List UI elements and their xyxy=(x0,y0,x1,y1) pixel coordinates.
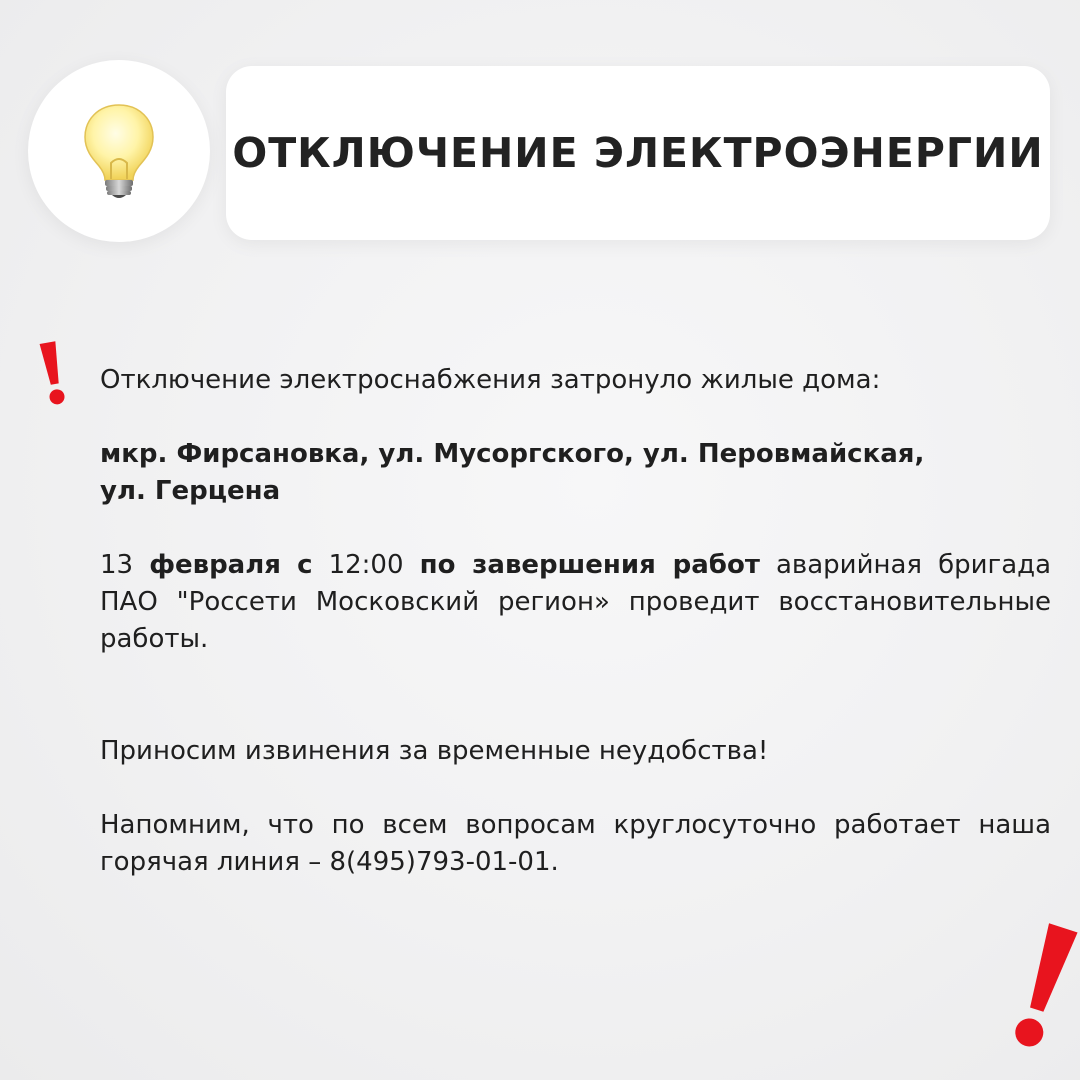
schedule-time: 12:00 xyxy=(328,550,404,580)
lightbulb-icon xyxy=(79,101,159,201)
exclamation-icon xyxy=(34,338,74,410)
apology-text: Приносим извинения за временные неудобства! xyxy=(100,736,769,766)
icon-badge xyxy=(28,60,210,242)
exclamation-icon xyxy=(1002,920,1080,1060)
schedule-from: с xyxy=(297,550,313,580)
intro-text: Отключение электроснабжения затронуло жилые дома: xyxy=(100,365,881,395)
hotline-text: Напомним, что по всем вопросам круглосуточно работает наша горячая линия – 8(495)793-01-01. xyxy=(100,810,1051,877)
schedule-until: по завершения работ xyxy=(419,550,760,580)
schedule-day: 13 xyxy=(100,550,134,580)
announcement-body xyxy=(100,362,1051,881)
title-card xyxy=(226,66,1050,240)
schedule-text xyxy=(100,547,1051,658)
address-list xyxy=(100,436,1051,510)
page-title: ОТКЛЮЧЕНИЕ ЭЛЕКТРОЭНЕРГИИ xyxy=(232,129,1044,177)
address-line-1: мкр. Фирсановка, ул. Мусоргского, ул. Перовмайская, xyxy=(100,439,925,469)
schedule-rest: аварийная бригада ПАО "Россети Московский регион» проведит восстановительные работы. xyxy=(100,550,1052,654)
schedule-month: февраля xyxy=(149,550,281,580)
address-line-2: ул. Герцена xyxy=(100,476,281,506)
